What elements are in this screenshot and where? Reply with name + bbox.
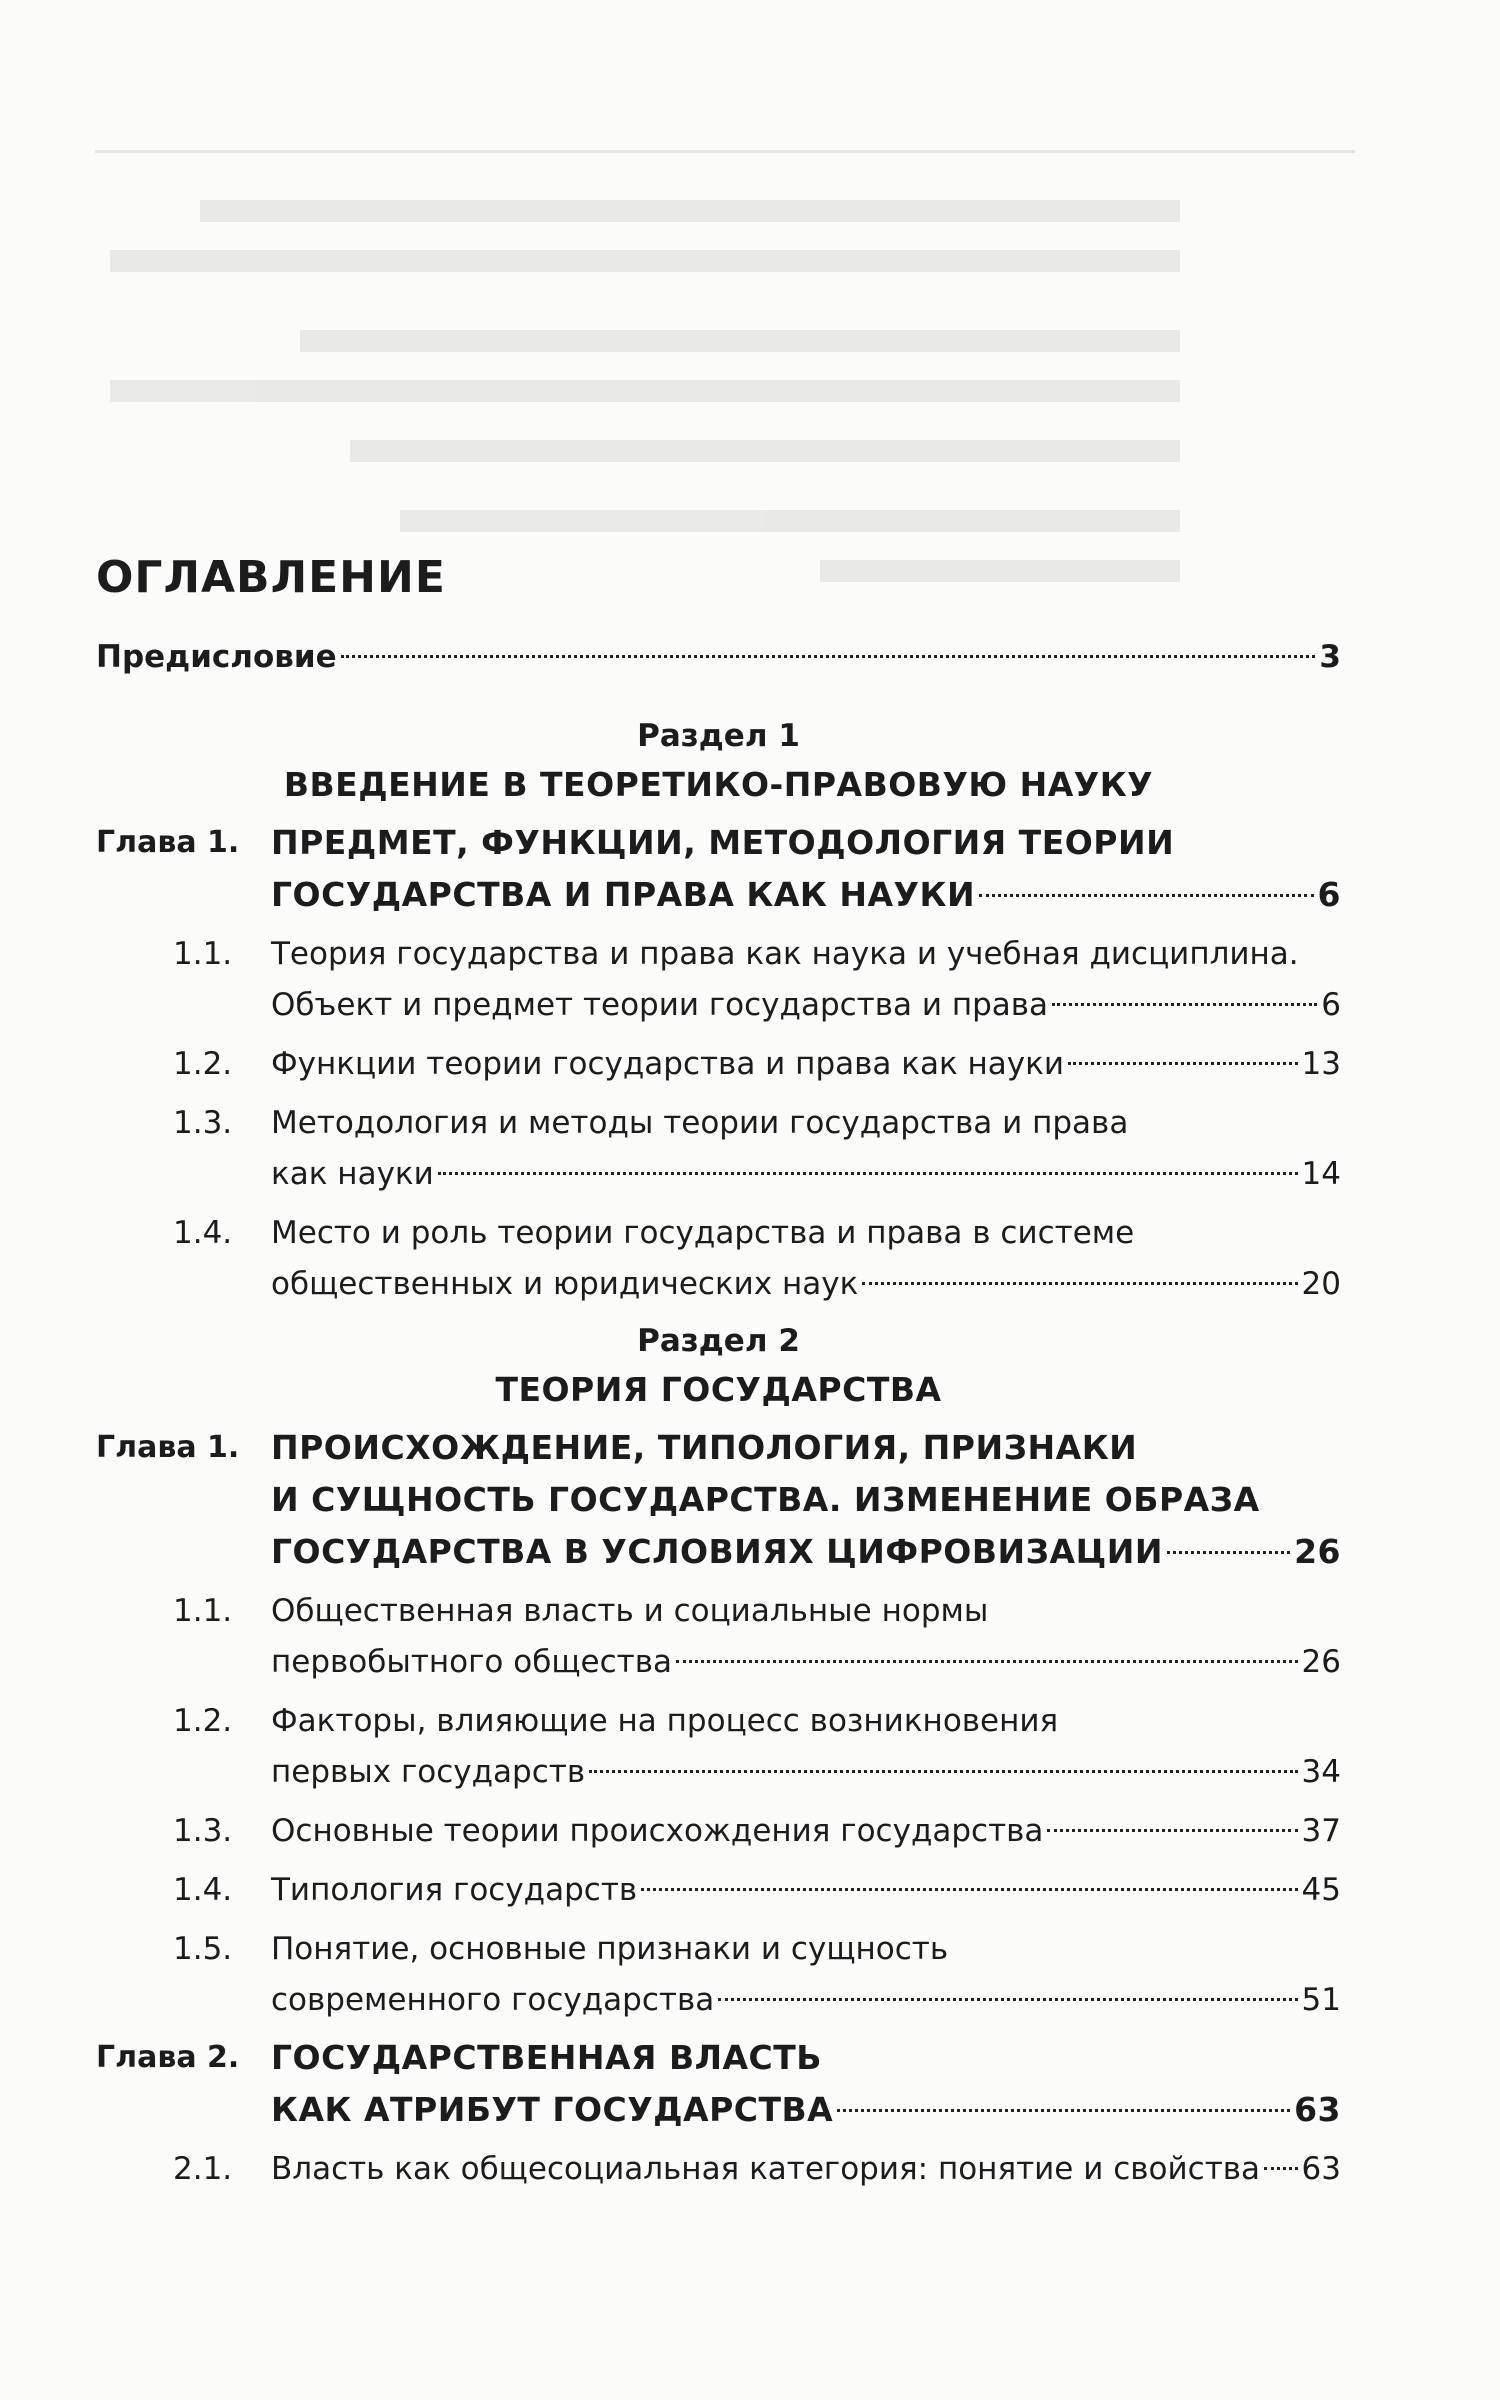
ghost-header-rule bbox=[95, 150, 1355, 153]
entry-title: современного государства bbox=[271, 1982, 715, 2018]
page-number: 63 bbox=[1301, 2151, 1341, 2187]
toc-entry-chapter[interactable] bbox=[96, 1422, 1341, 1578]
subsection-number: 2.1. bbox=[173, 2151, 233, 2187]
subsection-number: 1.1. bbox=[173, 936, 233, 972]
section-title: ВВЕДЕНИЕ В ТЕОРЕТИКО-ПРАВОВУЮ НАУКУ bbox=[283, 765, 1154, 804]
page-number: 3 bbox=[1319, 639, 1341, 675]
toc-entry-subsection[interactable] bbox=[96, 1586, 1341, 1688]
subsection-title bbox=[271, 1924, 1341, 2026]
page-number: 13 bbox=[1301, 1046, 1341, 1082]
page-number: 20 bbox=[1301, 1266, 1341, 1302]
page-number: 45 bbox=[1301, 1872, 1341, 1908]
subsection-title-line: Понятие, основные признаки и сущность bbox=[271, 1931, 949, 1967]
toc-entry-subsection[interactable] bbox=[96, 1039, 1341, 1090]
page-number: 26 bbox=[1294, 1532, 1341, 1571]
toc-entry-chapter[interactable] bbox=[96, 2032, 1341, 2136]
subsection-title-last-line bbox=[271, 1747, 1341, 1798]
dot-leader bbox=[1047, 1829, 1297, 1832]
entry-title: первобытного общества bbox=[271, 1644, 672, 1680]
subsection-title bbox=[271, 1696, 1341, 1798]
page-number: 6 bbox=[1321, 987, 1341, 1023]
dot-leader bbox=[1167, 1551, 1290, 1554]
dot-leader bbox=[718, 1998, 1297, 2001]
toc-entry-subsection[interactable] bbox=[96, 1098, 1341, 1200]
ghost-line bbox=[300, 330, 1180, 352]
subsection-title-line: Место и роль теории государства и права в системе bbox=[271, 1215, 1135, 1251]
entry-title: как науки bbox=[271, 1156, 434, 1192]
page-title: ОГЛАВЛЕНИЕ bbox=[96, 552, 446, 603]
dot-leader bbox=[438, 1172, 1298, 1175]
ghost-line bbox=[110, 250, 1180, 272]
subsection-title-last-line bbox=[271, 1806, 1341, 1857]
ghost-line bbox=[200, 200, 1180, 222]
page-number: 37 bbox=[1301, 1813, 1341, 1849]
subsection-title-line: Общественная власть и социальные нормы bbox=[271, 1593, 989, 1629]
subsection-title-last-line bbox=[271, 1865, 1341, 1916]
subsection-number: 1.2. bbox=[173, 1703, 233, 1739]
page-number: 14 bbox=[1301, 1156, 1341, 1192]
toc-entry-subsection[interactable] bbox=[96, 1696, 1341, 1798]
dot-leader bbox=[341, 655, 1316, 658]
dot-leader bbox=[1068, 1062, 1298, 1065]
subsection-number: 1.5. bbox=[173, 1931, 233, 1967]
subsection-title bbox=[271, 1865, 1341, 1916]
subsection-title-last-line bbox=[271, 1039, 1341, 1090]
chapter-title bbox=[271, 2032, 1341, 2136]
toc-entry-subsection[interactable] bbox=[96, 929, 1341, 1031]
ghost-line bbox=[400, 510, 1180, 532]
entry-title: ГОСУДАРСТВА И ПРАВА КАК НАУКИ bbox=[271, 875, 976, 914]
section-number: Раздел 1 bbox=[637, 718, 800, 754]
table-of-contents bbox=[96, 548, 1341, 2195]
section-number: Раздел 2 bbox=[637, 1323, 800, 1359]
chapter-title-line: ГОСУДАРСТВЕННАЯ ВЛАСТЬ bbox=[271, 2038, 822, 2077]
toc-entry-subsection[interactable] bbox=[96, 1865, 1341, 1916]
page-number: 26 bbox=[1301, 1644, 1341, 1680]
subsection-title bbox=[271, 2144, 1341, 2195]
subsection-number: 1.4. bbox=[173, 1872, 233, 1908]
dot-leader bbox=[589, 1770, 1297, 1773]
toc-entry-subsection[interactable] bbox=[96, 1924, 1341, 2026]
chapter-label: Глава 1. bbox=[96, 825, 240, 860]
subsection-title-last-line bbox=[271, 1149, 1341, 1200]
chapter-title bbox=[271, 1422, 1341, 1578]
subsection-number: 1.3. bbox=[173, 1105, 233, 1141]
dot-leader bbox=[1264, 2167, 1298, 2170]
subsection-title-line: Теория государства и права как наука и учебная дисциплина. bbox=[271, 936, 1299, 972]
entry-title: Основные теории происхождения государства bbox=[271, 1813, 1044, 1849]
page-number: 34 bbox=[1301, 1754, 1341, 1790]
sections-container bbox=[96, 713, 1341, 2195]
toc-entry-subsection[interactable] bbox=[96, 1208, 1341, 1310]
toc-entry-chapter[interactable] bbox=[96, 817, 1341, 921]
entry-title: Функции теории государства и права как науки bbox=[271, 1046, 1065, 1082]
toc-entry-subsection[interactable] bbox=[96, 1806, 1341, 1857]
chapter-title bbox=[271, 817, 1341, 921]
toc-section bbox=[96, 713, 1341, 811]
dot-leader bbox=[1052, 1003, 1317, 1006]
subsection-number: 1.3. bbox=[173, 1813, 233, 1849]
subsection-title bbox=[271, 1586, 1341, 1688]
chapter-title-last-line bbox=[271, 1526, 1341, 1578]
chapter-title-line: ПРЕДМЕТ, ФУНКЦИИ, МЕТОДОЛОГИЯ ТЕОРИИ bbox=[271, 823, 1175, 862]
chapter-label: Глава 1. bbox=[96, 1430, 240, 1465]
subsection-title bbox=[271, 929, 1341, 1031]
subsection-title-line: Факторы, влияющие на процесс возникновения bbox=[271, 1703, 1059, 1739]
subsection-number: 1.2. bbox=[173, 1046, 233, 1082]
section-title: ТЕОРИЯ ГОСУДАРСТВА bbox=[495, 1370, 942, 1409]
entry-title: общественных и юридических наук bbox=[271, 1266, 859, 1302]
subsection-title bbox=[271, 1098, 1341, 1200]
ghost-line bbox=[110, 380, 1180, 402]
subsection-title bbox=[271, 1208, 1341, 1310]
subsection-title-last-line bbox=[271, 1637, 1341, 1688]
dot-leader bbox=[862, 1282, 1297, 1285]
entry-title: Объект и предмет теории государства и права bbox=[271, 987, 1049, 1023]
page-number: 51 bbox=[1301, 1982, 1341, 2018]
toc-entry-preface[interactable] bbox=[96, 632, 1341, 683]
subsection-number: 1.1. bbox=[173, 1593, 233, 1629]
toc-entry-subsection[interactable] bbox=[96, 2144, 1341, 2195]
dot-leader bbox=[641, 1888, 1297, 1891]
dot-leader bbox=[837, 2109, 1290, 2112]
subsection-number: 1.4. bbox=[173, 1215, 233, 1251]
subsection-title-line: Методология и методы теории государства и права bbox=[271, 1105, 1129, 1141]
chapter-title-last-line bbox=[271, 869, 1341, 921]
entry-title: первых государств bbox=[271, 1754, 586, 1790]
dot-leader bbox=[979, 894, 1313, 897]
subsection-title-last-line bbox=[271, 980, 1341, 1031]
subsection-title-last-line bbox=[271, 1975, 1341, 2026]
entry-title: Предисловие bbox=[96, 639, 337, 675]
chapter-title-last-line bbox=[271, 2084, 1341, 2136]
subsection-title-last-line bbox=[271, 1259, 1341, 1310]
page-number: 63 bbox=[1294, 2090, 1341, 2129]
entry-title: ГОСУДАРСТВА В УСЛОВИЯХ ЦИФРОВИЗАЦИИ bbox=[271, 1532, 1163, 1571]
entry-title: Власть как общесоциальная категория: понятие и свойства bbox=[271, 2151, 1261, 2187]
chapter-label: Глава 2. bbox=[96, 2040, 240, 2075]
entry-title: Типология государств bbox=[271, 1872, 638, 1908]
ghost-line bbox=[350, 440, 1180, 462]
chapter-title-line: И СУЩНОСТЬ ГОСУДАРСТВА. ИЗМЕНЕНИЕ ОБРАЗА bbox=[271, 1480, 1260, 1519]
page-number: 6 bbox=[1317, 875, 1341, 914]
dot-leader bbox=[676, 1660, 1298, 1663]
subsection-title-last-line bbox=[271, 2144, 1341, 2195]
toc-section bbox=[96, 1318, 1341, 1416]
subsection-title bbox=[271, 1806, 1341, 1857]
subsection-title bbox=[271, 1039, 1341, 1090]
entry-title: КАК АТРИБУТ ГОСУДАРСТВА bbox=[271, 2090, 834, 2129]
chapter-title-line: ПРОИСХОЖДЕНИЕ, ТИПОЛОГИЯ, ПРИЗНАКИ bbox=[271, 1428, 1138, 1467]
